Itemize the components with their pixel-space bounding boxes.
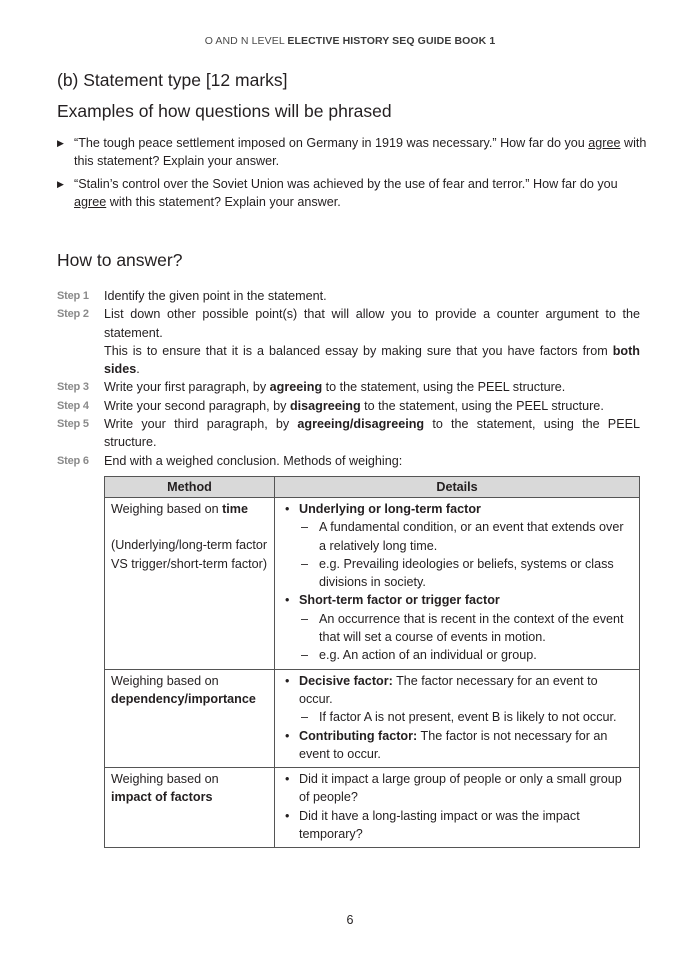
dash-icon: – [301, 648, 309, 663]
examples-title: Examples of how questions will be phrased [57, 101, 392, 121]
sub-list-item: – e.g. An action of an individual or group. [281, 646, 631, 664]
step-1 [57, 287, 640, 305]
list-item: • Contributing factor: The factor is not necessary for an event to occur. [285, 728, 608, 761]
method-cell: Weighing based on dependency/importance [105, 669, 275, 767]
dash-icon: – [301, 611, 309, 626]
header-prefix: O AND N LEVEL [204, 35, 288, 47]
example-item: ▶ “Stalin’s control over the Soviet Union was achieved by the use of fear and terror.” How far do you agree with this statement? Explain your answer. [57, 176, 618, 209]
bullet-dot-icon: • [285, 808, 290, 823]
dash-icon: – [301, 520, 309, 535]
page-number: 6 [346, 913, 354, 927]
step-text: Write your first paragraph, by agreeing to the statement, using the PEEL structure. [104, 380, 566, 395]
how-to-answer-title: How to answer? [57, 250, 183, 270]
step-4 [57, 397, 640, 415]
step-text: List down other possible point(s) that will allow you to provide a counter argument to the statement. This is to ensure that it is a balanced essay by making sure that you have factors from both sides. [104, 307, 640, 377]
step-label: Step 3 [57, 381, 89, 394]
sub-list-item: – If factor A is not present, event B is likely to not occur. [281, 708, 631, 726]
step-5 [57, 415, 640, 452]
sub-list-item: – An occurrence that is recent in the context of the event that will set a course of events in motion. [301, 611, 624, 645]
bullet-dot-icon: • [285, 772, 290, 787]
details-cell [275, 498, 640, 670]
details-cell [275, 768, 640, 848]
dash-icon: – [301, 556, 309, 571]
step-text: End with a weighed conclusion. Methods of weighing: [104, 453, 403, 468]
method-column-header: Method [105, 477, 275, 498]
step-label: Step 4 [57, 399, 89, 412]
table-header-row [105, 477, 640, 498]
step-label: Step 2 [57, 308, 89, 321]
bullet-dot-icon: • [285, 593, 290, 608]
list-item: • Did it impact a large group of people or only a small group of people? [285, 772, 622, 805]
table-row [105, 669, 640, 767]
weighing-methods-table [104, 476, 640, 848]
step-6 [57, 452, 640, 470]
sub-list-item: – e.g. Prevailing ideologies or beliefs, systems or class divisions in society. [301, 556, 614, 590]
method-cell: Weighing based on time (Underlying/long-term factor VS trigger/short-term factor) [105, 498, 275, 670]
triangle-bullet-icon: ▶ [57, 138, 64, 148]
header-title: ELECTIVE HISTORY SEQ GUIDE BOOK 1 [287, 35, 496, 47]
bullet-dot-icon: • [285, 502, 290, 516]
section-title: (b) Statement type [12 marks] [57, 70, 288, 90]
step-2 [57, 305, 640, 378]
bullet-dot-icon: • [285, 728, 290, 743]
triangle-bullet-icon: ▶ [57, 178, 64, 189]
details-column-header: Details [275, 477, 640, 498]
list-item: • Underlying or long-term factor [281, 500, 631, 518]
step-3 [57, 378, 640, 396]
example-item: ▶ “The tough peace settlement imposed on Germany in 1919 was necessary.” How far do you agree with this statement? Explain your answer. [57, 136, 647, 169]
bullet-dot-icon: • [285, 673, 290, 688]
running-header [0, 35, 700, 47]
table-row [105, 498, 640, 670]
step-label: Step 1 [57, 290, 89, 302]
dash-icon: – [301, 710, 309, 725]
step-text: Write your third paragraph, by agreeing/disagreeing to the statement, using the PEEL structure. [104, 417, 640, 450]
step-label: Step 5 [57, 418, 89, 431]
steps-list [57, 287, 640, 470]
details-cell [275, 669, 640, 767]
examples-list [57, 134, 647, 215]
method-cell: Weighing based on impact of factors [105, 768, 275, 848]
step-text: Write your second paragraph, by disagreeing to the statement, using the PEEL structure. [104, 398, 604, 413]
list-item: • Decisive factor: The factor necessary for an event to occur. [285, 673, 598, 706]
list-item: • Short-term factor or trigger factor [281, 591, 631, 609]
sub-list-item: – A fundamental condition, or an event that extends over a relatively long time. [301, 520, 624, 553]
step-text: Identify the given point in the statement. [104, 289, 327, 303]
list-item: • Did it have a long-lasting impact or was the impact temporary? [285, 808, 580, 842]
table-row [105, 768, 640, 848]
step-label: Step 6 [57, 454, 89, 467]
